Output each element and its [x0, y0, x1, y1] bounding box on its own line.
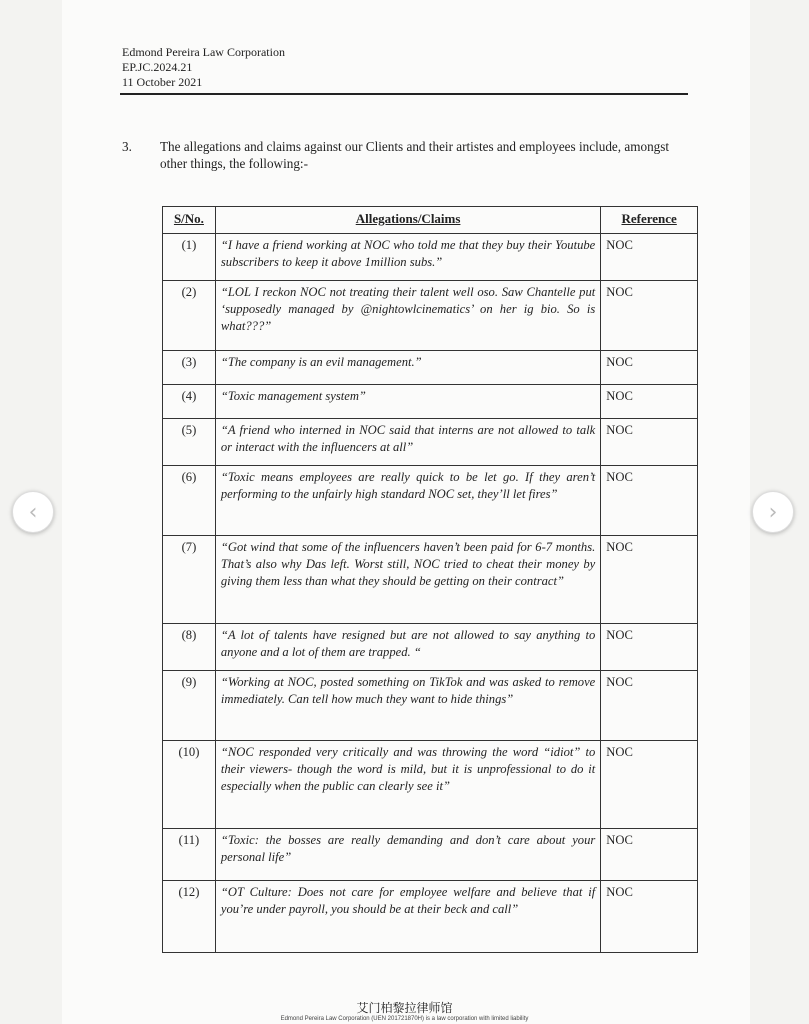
table-row: [163, 881, 698, 953]
row-reference: NOC: [601, 234, 698, 281]
paragraph-number: 3.: [122, 139, 132, 154]
row-claim: “Got wind that some of the influencers haven’t been paid for 6-7 months. That’s also why Das left. Worst still, NOC tried to cheat their money by giving them less than what they should be getting on their contract”: [215, 536, 600, 624]
table-row: [163, 536, 698, 624]
row-claim: “LOL I reckon NOC not treating their talent well oso. Saw Chantelle put ‘supposedly managed by @nightowlcinematics’ on her ig bio. So is what???”: [215, 281, 600, 351]
row-reference: NOC: [601, 385, 698, 419]
table-row: [163, 624, 698, 671]
row-number: (6): [163, 466, 216, 536]
row-claim: “A lot of talents have resigned but are not allowed to say anything to anyone and a lot of them are trapped. “: [215, 624, 600, 671]
row-claim: “A friend who interned in NOC said that interns are not allowed to talk or interact with the influencers at all”: [215, 419, 600, 466]
row-reference: NOC: [601, 829, 698, 881]
row-claim: “Toxic management system”: [215, 385, 600, 419]
row-reference: NOC: [601, 536, 698, 624]
chevron-right-icon: ›: [768, 499, 778, 525]
letter-date: 11 October 2021: [122, 75, 203, 89]
footer-legal-line: Edmond Pereira Law Corporation (UEN 201721870H) is a law corporation with limited liability: [280, 1016, 529, 1022]
next-page-button[interactable]: [752, 491, 794, 533]
row-number: (1): [163, 234, 216, 281]
row-number: (12): [163, 881, 216, 953]
row-number: (5): [163, 419, 216, 466]
row-reference: NOC: [601, 466, 698, 536]
row-number: (8): [163, 624, 216, 671]
row-claim: “NOC responded very critically and was throwing the word “idiot” to their viewers- though the word is mild, but it is unprofessional to do it especially when the public can clearly see it”: [215, 741, 600, 829]
row-reference: NOC: [601, 351, 698, 385]
row-claim: “The company is an evil management.”: [215, 351, 600, 385]
table-row: [163, 351, 698, 385]
header-sno: S/No.: [163, 207, 216, 234]
table-row: [163, 466, 698, 536]
table-row: [163, 234, 698, 281]
table-row: [163, 671, 698, 741]
row-reference: NOC: [601, 741, 698, 829]
row-number: (4): [163, 385, 216, 419]
row-number: (2): [163, 281, 216, 351]
table-row: [163, 829, 698, 881]
header-divider: [120, 93, 688, 95]
row-claim: “OT Culture: Does not care for employee welfare and believe that if you’re under payroll, you should be at their beck and call”: [215, 881, 600, 953]
header-reference: Reference: [601, 207, 698, 234]
reference-number: EP.JC.2024.21: [122, 60, 193, 74]
row-claim: “Working at NOC, posted something on TikTok and was asked to remove immediately. Can tell how much they want to hide things”: [215, 671, 600, 741]
firm-name: Edmond Pereira Law Corporation: [122, 45, 285, 59]
row-claim: “Toxic: the bosses are really demanding and don’t care about your personal life”: [215, 829, 600, 881]
table-row: [163, 281, 698, 351]
row-reference: NOC: [601, 419, 698, 466]
table-row: [163, 385, 698, 419]
row-number: (11): [163, 829, 216, 881]
chevron-left-icon: ‹: [28, 499, 38, 525]
previous-page-button[interactable]: [12, 491, 54, 533]
row-reference: NOC: [601, 281, 698, 351]
row-claim: “Toxic means employees are really quick to be let go. If they aren’t performing to the unfairly high standard NOC set, they’ll let fires”: [215, 466, 600, 536]
paragraph-text: The allegations and claims against our Clients and their artistes and employees include, amongst other things, the following:-: [160, 139, 670, 171]
header-allegations: Allegations/Claims: [215, 207, 600, 234]
row-claim: “I have a friend working at NOC who told me that they buy their Youtube subscribers to keep it above 1million subs.”: [215, 234, 600, 281]
row-number: (10): [163, 741, 216, 829]
letter-header: [122, 45, 285, 90]
row-reference: NOC: [601, 671, 698, 741]
table-row: [163, 419, 698, 466]
row-number: (3): [163, 351, 216, 385]
table-header-row: [163, 207, 698, 234]
footer-chinese-name: 艾门柏黎拉律师馆: [356, 1001, 453, 1015]
row-number: (9): [163, 671, 216, 741]
row-reference: NOC: [601, 624, 698, 671]
allegations-table: [162, 206, 698, 953]
row-reference: NOC: [601, 881, 698, 953]
table-row: [163, 741, 698, 829]
row-number: (7): [163, 536, 216, 624]
